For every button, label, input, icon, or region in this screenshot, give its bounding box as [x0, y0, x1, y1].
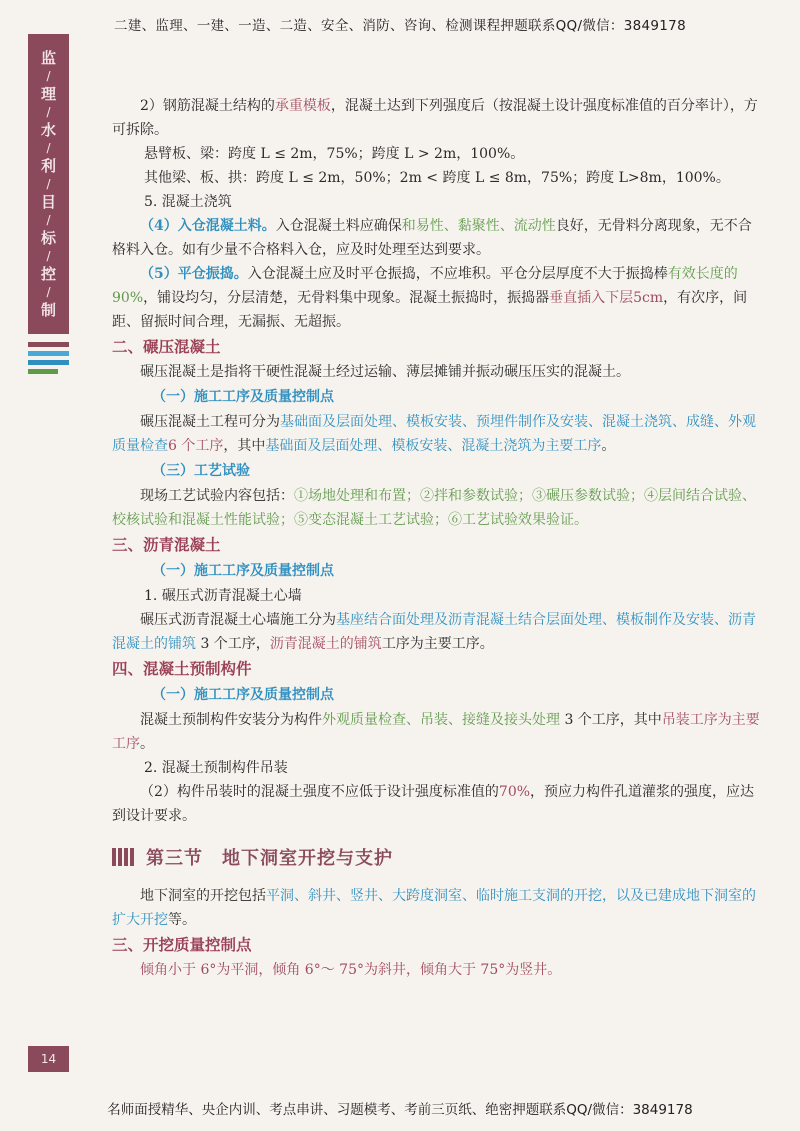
side-tab-char: 控 — [40, 265, 56, 283]
bars-icon — [112, 848, 134, 866]
side-tab-char: 制 — [40, 301, 56, 319]
side-tab-char: 标 — [40, 229, 56, 247]
page-footer: 名师面授精华、央企内训、考点串讲、习题模考、考前三页纸、绝密押题联系QQ/微信：3849178 — [107, 1102, 693, 1118]
subheading: 1. 碾压式沥青混凝土心墙 — [144, 588, 302, 604]
paragraph: 碾压式沥青混凝土心墙施工分为基座结合面处理及沥青混凝土结合层面处理、模板制作及安装、沥青混凝土的铺筑 3 个工序，沥青混凝土的铺筑工序为主要工序。 — [112, 612, 756, 652]
chapter-section-header — [112, 844, 760, 870]
subheading: 5. 混凝土浇筑 — [144, 194, 232, 210]
list-line: 悬臂板、梁：跨度 L ≤ 2m，75%；跨度 L > 2m，100%。 — [144, 146, 525, 162]
paragraph: （2）构件吊装时的混凝土强度不应低于设计强度标准值的70%，预应力构件孔道灌浆的强度，应达到设计要求。 — [112, 784, 755, 824]
side-tab-char: 水 — [40, 121, 56, 139]
subheading: 2. 混凝土预制构件吊装 — [144, 760, 288, 776]
subsection-heading: （一）施工工序及质量控制点 — [152, 563, 334, 579]
side-tab-char: 理 — [40, 85, 56, 103]
paragraph: 混凝土预制构件安装分为构件外观质量检查、吊装、接缝及接头处理 3 个工序，其中吊装工序为主要工序。 — [112, 712, 760, 752]
paragraph: 2）钢筋混凝土结构的承重模板，混凝土达到下列强度后（按混凝土设计强度标准值的百分率计），方可拆除。 — [112, 98, 758, 138]
section-heading: 四、混凝土预制构件 — [112, 660, 252, 678]
paragraph: （5）平仓振捣。入仓混凝土应及时平仓振捣，不应堆积。平仓分层厚度不大于振捣棒有效长度的90%，铺设均匀，分层清楚，无骨料集中现象。混凝土振捣时，振捣器垂直插入下层5cm，有次序，间距、留振时间合理，无漏振、无超振。 — [112, 266, 748, 330]
list-line: 其他梁、板、拱：跨度 L ≤ 2m，50%；2m < 跨度 L ≤ 8m，75%；跨度 L>8m，100%。 — [144, 170, 730, 186]
subsection-heading: （三）工艺试验 — [152, 463, 250, 479]
page-content — [112, 94, 760, 982]
side-tab-char: 目 — [40, 193, 56, 211]
side-tab-char: 监 — [40, 49, 56, 67]
section-heading: 三、沥青混凝土 — [112, 536, 221, 554]
decorative-bars — [28, 342, 69, 378]
paragraph: 碾压混凝土工程可分为基础面及层面处理、模板安装、预埋件制作及安装、混凝土浇筑、成缝、外观质量检查6 个工序，其中基础面及层面处理、模板安装、混凝土浇筑为主要工序。 — [112, 414, 756, 454]
page-number: 14 — [28, 1046, 69, 1072]
paragraph: 倾角小于 6°为平洞，倾角 6°～ 75°为斜井，倾角大于 75°为竖井。 — [140, 962, 562, 978]
section-heading: 三、开挖质量控制点 — [112, 936, 252, 954]
paragraph: 现场工艺试验内容包括：①场地处理和布置；②拌和参数试验；③碾压参数试验；④层间结合试验、校核试验和混凝土性能试验；⑤变态混凝土工艺试验；⑥工艺试验效果验证。 — [112, 488, 756, 528]
subsection-heading: （一）施工工序及质量控制点 — [152, 687, 334, 703]
page-header: 二建、监理、一建、一造、二造、安全、消防、咨询、检测课程押题联系QQ/微信：3849178 — [114, 18, 686, 34]
paragraph: 碾压混凝土是指将干硬性混凝土经过运输、薄层摊铺并振动碾压压实的混凝土。 — [140, 364, 630, 380]
subsection-heading: （一）施工工序及质量控制点 — [152, 389, 334, 405]
section-heading: 二、碾压混凝土 — [112, 338, 221, 356]
section-title: 第三节 地下洞室开挖与支护 — [146, 848, 393, 869]
chapter-side-tab: 监 / 理 / 水 / 利 / 目 / 标 / 控 / 制 — [28, 34, 69, 334]
paragraph: 地下洞室的开挖包括平洞、斜井、竖井、大跨度洞室、临时施工支洞的开挖，以及已建成地下洞室的扩大开挖等。 — [112, 888, 756, 928]
paragraph: （4）入仓混凝土料。入仓混凝土料应确保和易性、黏聚性、流动性良好，无骨料分离现象，无不合格料入仓。如有少量不合格料入仓，应及时处理至达到要求。 — [112, 218, 752, 258]
side-tab-char: 利 — [40, 157, 56, 175]
